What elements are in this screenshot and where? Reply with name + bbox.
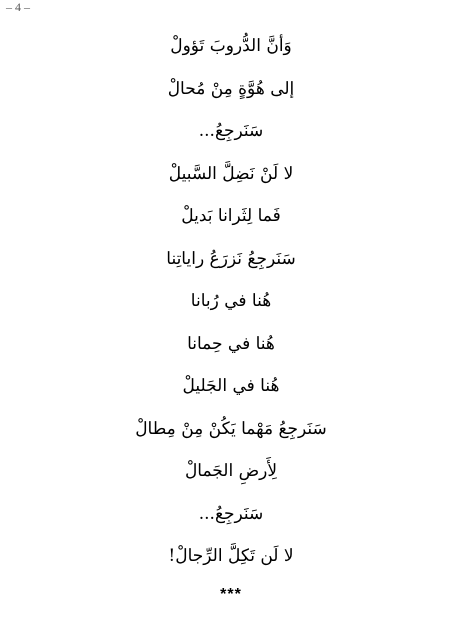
verse-line: وَأنَّ الدُّروبَ تَؤولْ [170,36,292,56]
verse-line: إلى هُوَّةٍ مِنْ مُحالْ [167,78,295,99]
verse-line: هُنا في حِمانا [187,333,275,354]
verse-line: سَنَرجِعُ نَزرَعُ راياتِنا [166,248,296,269]
section-separator: *** [220,586,242,603]
verse-line: سَنَرجِعُ... [198,503,264,524]
verse-line: هُنا في رُبانا [190,291,272,311]
verse-line: هُنا في الجَليلْ [182,376,280,396]
verse-line: سَنَرجِعُ... [198,121,264,141]
verse-line: لا لَن تَكِلَّ الرِّجالْ! [168,546,294,566]
poem-verses [0,30,462,583]
verse-line: لِأَرضِ الجَمالْ [184,461,278,481]
verse-line: فَما لِثَرانا بَديلْ [181,206,281,226]
page-number: – 4 – [6,0,30,14]
verse-line: لا لَنْ نَضِلَّ السَّبيلْ [168,163,294,184]
verse-line: سَنَرجِعُ مَهْما يَكُنْ مِنْ مِطالْ [135,418,327,439]
